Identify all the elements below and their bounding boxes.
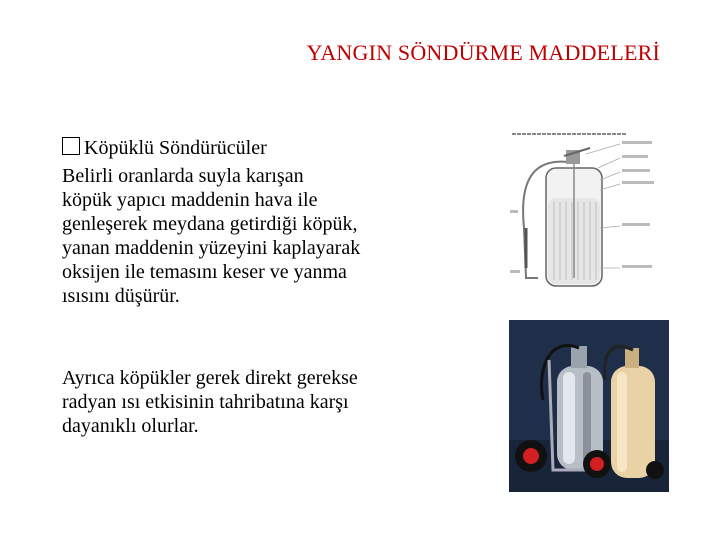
paragraph-1 [62,164,442,308]
bullet-heading [62,137,267,160]
slide-title: YANGIN SÖNDÜRME MADDELERİ [306,40,660,65]
paragraph-line: ısısını düşürür. [62,285,180,307]
bullet-box-icon [62,137,80,155]
bullet-heading-text: Köpüklü Söndürücüler [84,137,267,159]
paragraph-line: yanan maddenin yüzeyini kaplayarak [62,237,361,259]
extinguishers-photo-image [509,320,669,492]
paragraph-line: radyan ısı etkisinin tahribatına karşı [62,391,349,413]
paragraph-line: oksijen ile temasını keser ve yanma [62,261,347,283]
paragraph-line: genleşerek meydana getirdiği köpük, [62,213,358,235]
paragraph-line: köpük yapıcı maddenin hava ile [62,189,318,211]
paragraph-line: Ayrıca köpükler gerek direkt gerekse [62,367,358,389]
paragraph-2 [62,366,442,438]
paragraph-line: Belirli oranlarda suyla karışan [62,165,304,187]
paragraph-line: dayanıklı olurlar. [62,415,199,437]
extinguisher-diagram-image [508,128,668,296]
